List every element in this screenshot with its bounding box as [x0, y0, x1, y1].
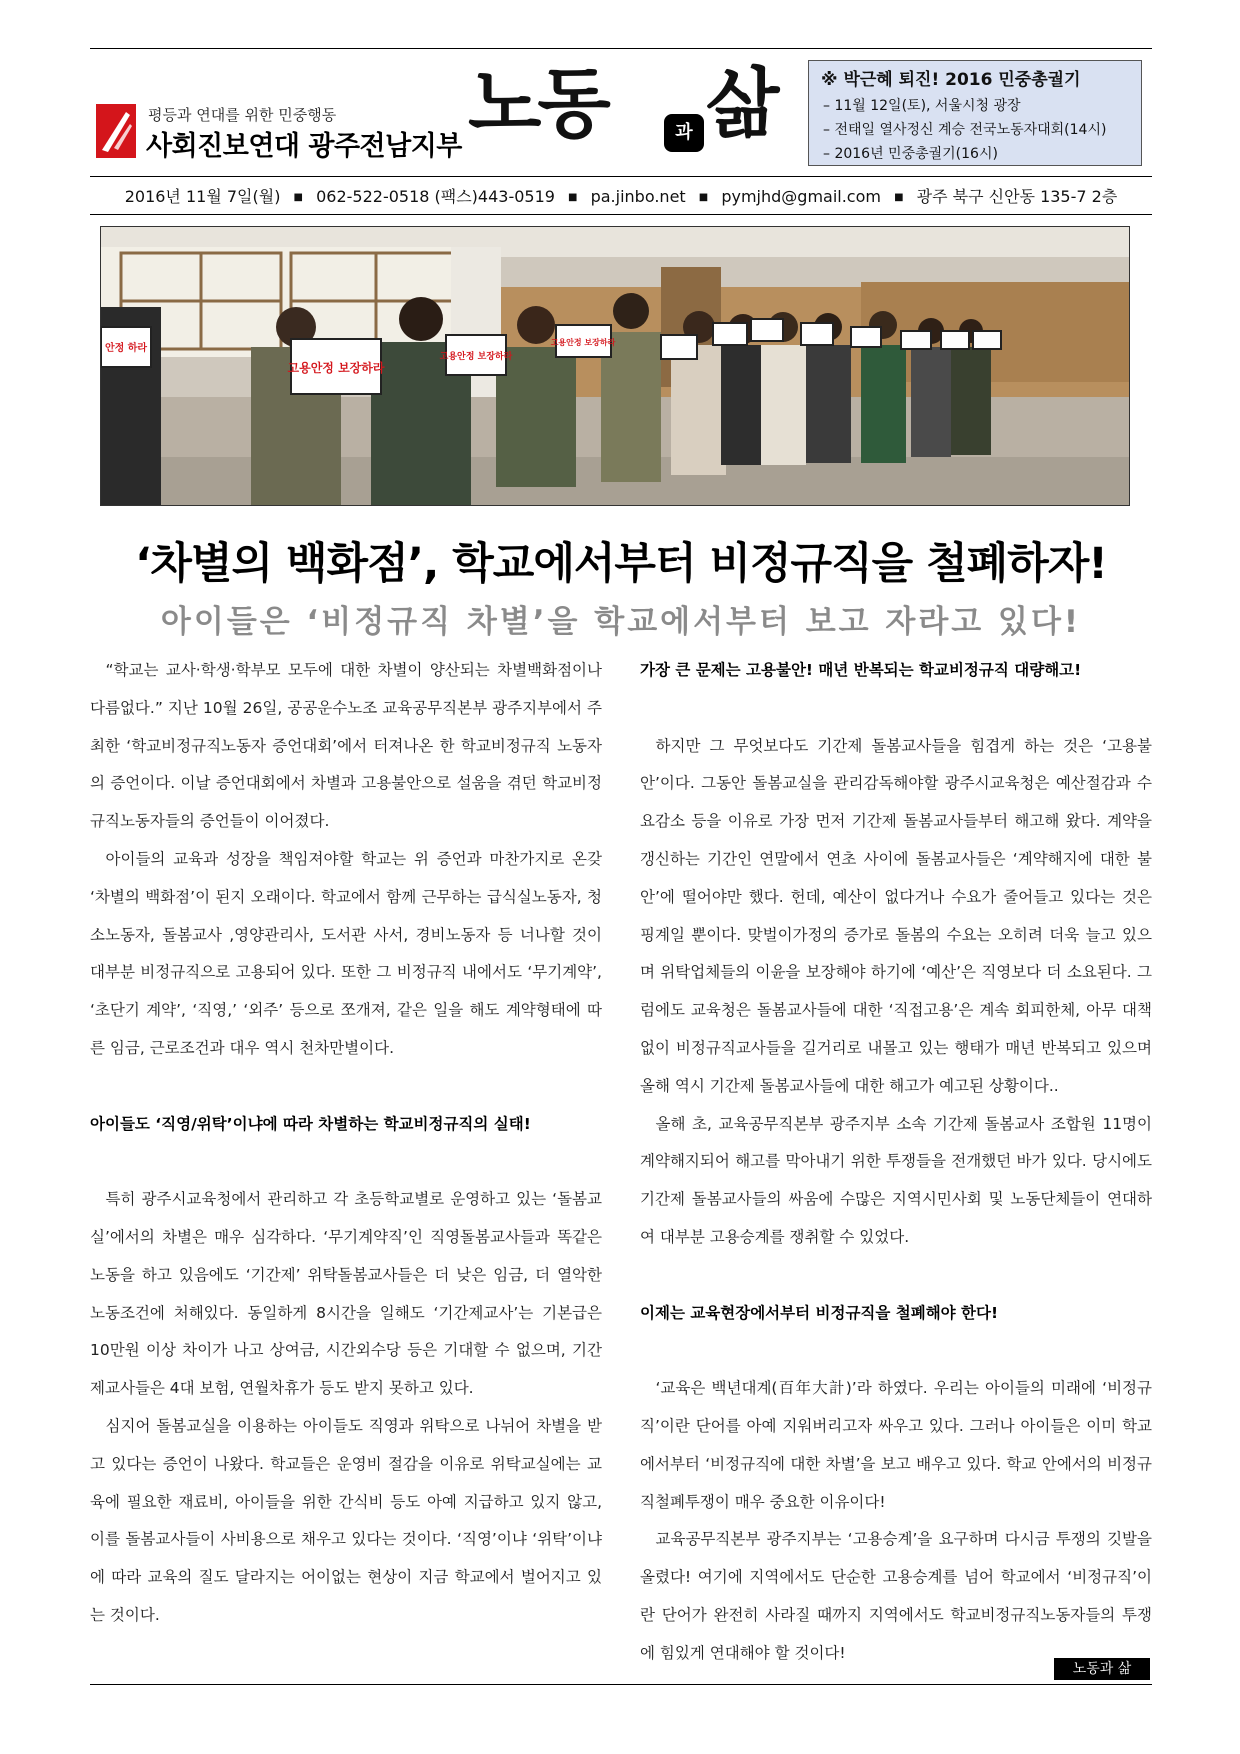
article-paragraph: ‘교육은 백년대계(百年大計)’라 하였다. 우리는 아이들의 미래에 ‘비정규직’이란 단어를 아예 지워버리고자 싸우고 있다. 그러나 아이들은 이미 학교에서부터 ‘비정규직에 대한 차별’을 보고 배우고 있다. 학교 안에서의 비정규직철폐투쟁이 매우 중요한 이유이다!	[640, 1379, 1152, 1511]
bottom-rule	[90, 1684, 1152, 1685]
protest-photo	[100, 226, 1130, 506]
masthead-rule	[90, 176, 1152, 177]
paper-title-word2: 삶	[706, 59, 780, 148]
article-paragraph: 하지만 그 무엇보다도 기간제 돌봄교사들을 힘겹게 하는 것은 ‘고용불안’이다. 그동안 돌봄교실을 관리감독해야할 광주시교육청은 예산절감과 수요감소 등을 이유로 가장 먼저 기간제 돌봄교사들부터 해고해 왔다. 계약을 갱신하는 기간인 연말에서 연초 사이에 돌봄교사들은 ‘계약해지에 대한 불안’에 떨어야만 했다. 헌데, 예산이 없다거나 수요가 줄어들고 있다는 것은 핑계일 뿐이다. 맞벌이가정의 증가로 돌봄의 수요는 오히려 더욱 늘고 있으며 위탁업체들의 이윤을 보장해야 하기에 ‘예산’은 직영보다 더 소요된다. 그럼에도 교육청은 돌봄교사들에 대한 ‘직접고용’은 계속 회피한체, 아무 대책없이 비정규직교사들을 길거리로 내몰고 있는 행태가 매년 반복되고 있으며 올해 역시 기간제 돌봄교사들에 대한 해고가 예고된 상황이다..	[640, 736, 1152, 1095]
notice-line: – 11월 12일(토), 서울시청 광장	[823, 98, 1021, 114]
notice-line: – 전태일 열사정신 계승 전국노동자대회(14시)	[823, 122, 1107, 138]
info-rule	[90, 214, 1152, 215]
contact-info-bar	[90, 182, 1152, 212]
phone-fax: 062-522-0518 (팩스)443-0519	[316, 187, 555, 206]
article-paragraph: 교육공무직본부 광주지부는 ‘고용승계’을 요구하며 다시금 투쟁의 깃발을 올렸다! 여기에 지역에서도 단순한 고용승계를 넘어 학교에서 ‘비정규직’이란 단어가 완전히 사라질 때까지 지역에서도 학교비정규직노동자들의 투쟁에 힘있게 연대해야 할 것이다!	[640, 1530, 1152, 1662]
paper-title-word1: 노동	[468, 59, 607, 148]
org-name: 사회진보연대 광주전남지부	[146, 131, 462, 162]
org-tagline: 평등과 연대를 위한 민중행동	[148, 106, 337, 124]
sign-text: 고용안정 보장하라	[439, 352, 513, 362]
section-heading: 가장 큰 문제는 고용불안! 매년 반복되는 학교비정규직 대량해고!	[640, 661, 1082, 679]
organization-logo-icon	[96, 104, 136, 158]
paper-title-connector: 과	[664, 114, 704, 152]
article-paragraph: 아이들의 교육과 성장을 책임져야할 학교는 위 증언과 마찬가지로 온갖 ‘차별의 백화점’이 된지 오래이다. 학교에서 함께 근무하는 급식실노동자, 청소노동자, 돌봄교사 ,영양관리사, 도서관 사서, 경비노동자 등 너나할 것이 대부분 비정규직으로 고용되어 있다. 또한 그 비정규직 내에서도 ‘무기계약’, ‘초단기 계약’, ‘직영,’ ‘외주’ 등으로 쪼개져, 같은 일을 해도 계약형태에 따른 임금, 근로조건과 대우 역시 천차만별이다.	[90, 849, 602, 1057]
article-right-column	[640, 652, 1152, 1673]
top-rule	[90, 48, 1152, 49]
article-paragraph: 심지어 돌봄교실을 이용하는 아이들도 직영과 위탁으로 나뉘어 차별을 받고 있다는 증언이 나왔다. 학교들은 운영비 절감을 이유로 위탁교실에는 교육에 필요한 재료비, 아이들을 위한 간식비 등도 아예 지급하고 있지 않고, 이를 돌봄교사들이 사비용으로 채우고 있다는 것이다. ‘직영’이냐 ‘위탁’이냐에 따라 교육의 질도 달라지는 어이없는 현상이 지금 학교에서 벌어지고 있는 것이다.	[90, 1416, 602, 1624]
address: 광주 북구 신안동 135-7 2층	[916, 187, 1118, 206]
separator-icon: ■	[698, 191, 709, 203]
section-heading: 아이들도 ‘직영/위탁’이냐에 따라 차별하는 학교비정규직의 실태!	[90, 1114, 531, 1133]
paper-title	[468, 59, 808, 172]
issue-date: 2016년 11월 7일(월)	[124, 187, 281, 206]
email-link[interactable]: pymjhd@gmail.com	[721, 187, 881, 206]
sub-headline: 아이들은 ‘비정규직 차별’을 학교에서부터 보고 자라고 있다!	[160, 604, 1082, 640]
rally-notice-box	[808, 60, 1142, 166]
separator-icon: ■	[568, 191, 578, 203]
sign-text: 안정 하라	[104, 343, 148, 354]
separator-icon: ■	[894, 191, 904, 203]
article-paragraph: “학교는 교사·학생·학부모 모두에 대한 차별이 양산되는 차별백화점이나 다름없다.” 지난 10월 26일, 공공운수노조 교육공무직본부 광주지부에서 주최한 ‘학교비정규직노동자 증언대회’에서 터져나온 한 학교비정규직 노동자의 증언이다. 이날 증언대회에서 차별과 고용불안으로 설움을 겪던 학교비정규직노동자들의 증언들이 이어졌다.	[90, 661, 602, 831]
organization-block	[96, 100, 462, 166]
article-paragraph: 올해 초, 교육공무직본부 광주지부 소속 기간제 돌봄교사 조합원 11명이 계약해지되어 해고를 막아내기 위한 투쟁들을 전개했던 바가 있다. 당시에도 기간제 돌봄교사들의 싸움에 수많은 지역시민사회 및 노동단체들이 연대하여 대부분 고용승계를 쟁취할 수 있었다.	[640, 1114, 1152, 1246]
protest-photo-illustration	[101, 227, 1130, 506]
article-paragraph: 특히 광주시교육청에서 관리하고 각 초등학교별로 운영하고 있는 ‘돌봄교실’에서의 차별은 매우 심각하다. ‘무기계약직’인 직영돌봄교사들과 똑같은 노동을 하고 있음에도 ‘기간제’ 위탁돌봄교사들은 더 낮은 임금, 더 열악한 노동조건에 처해있다. 동일하게 8시간을 일해도 ‘기간제교사’는 기본급은 10만원 이상 차이가 나고 상여금, 시간외수당 등은 기대할 수 없으며, 기간제교사들은 4대 보험, 연월차휴가 등도 받지 못하고 있다.	[90, 1190, 602, 1398]
notice-line: – 2016년 민중총궐기(16시)	[823, 146, 998, 162]
main-headline: ‘차별의 백화점’, 학교에서부터 비정규직을 철폐하자!	[135, 539, 1107, 589]
article-left-column	[90, 652, 602, 1635]
notice-title: ※ 박근혜 퇴진! 2016 민중총궐기	[821, 70, 1081, 90]
sign-text: 고용안정 보장하라	[287, 361, 385, 375]
separator-icon: ■	[293, 191, 303, 203]
website-link[interactable]: pa.jinbo.net	[590, 187, 686, 206]
section-heading: 이제는 교육현장에서부터 비정규직을 철폐해야 한다!	[640, 1303, 999, 1322]
footer-paper-tag: 노동과 삶	[1054, 1658, 1150, 1680]
sign-text: 고용안정 보장하라	[550, 338, 616, 347]
